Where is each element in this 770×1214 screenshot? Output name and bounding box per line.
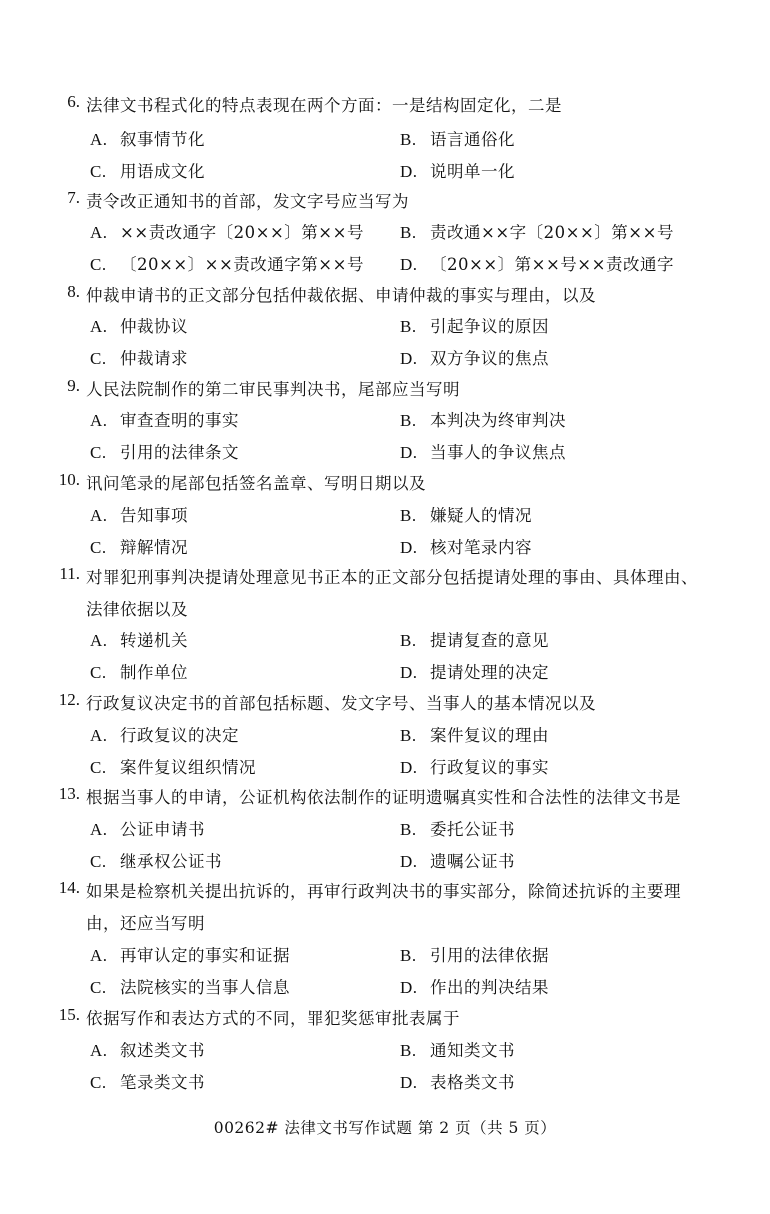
answer-option xyxy=(90,126,205,150)
option-letter: C. xyxy=(90,663,107,682)
option-letter: D. xyxy=(400,978,418,997)
answer-option xyxy=(400,848,515,872)
answer-option xyxy=(90,754,256,778)
option-letter: B. xyxy=(400,411,417,430)
option-text: 辩解情况 xyxy=(120,538,188,557)
answer-option xyxy=(90,1069,205,1093)
option-text: 〔20××〕××责改通字第××号 xyxy=(120,255,364,274)
option-text: 提请处理的决定 xyxy=(430,663,549,682)
option-letter: D. xyxy=(400,162,418,181)
option-letter: A. xyxy=(90,506,108,525)
answer-option xyxy=(90,659,188,683)
answer-option xyxy=(90,313,188,337)
option-letter: B. xyxy=(400,946,417,965)
option-text: 告知事项 xyxy=(120,506,188,525)
answer-option xyxy=(90,848,222,872)
answer-option xyxy=(400,219,674,243)
answer-option xyxy=(90,816,205,840)
option-letter: B. xyxy=(400,130,417,149)
option-letter: B. xyxy=(400,317,417,336)
option-text: 双方争议的焦点 xyxy=(430,349,549,368)
question-text: 人民法院制作的第二审民事判决书，尾部应当写明 xyxy=(86,380,460,399)
option-text: 转递机关 xyxy=(120,631,188,650)
option-text: 引用的法律条文 xyxy=(120,443,239,462)
answer-option xyxy=(90,534,188,558)
answer-option xyxy=(400,407,566,431)
option-letter: D. xyxy=(400,663,418,682)
question-number: 7. xyxy=(67,188,80,207)
option-letter: B. xyxy=(400,820,417,839)
option-letter: C. xyxy=(90,1073,107,1092)
option-text: 案件复议组织情况 xyxy=(120,758,256,777)
option-text: 当事人的争议焦点 xyxy=(430,443,566,462)
option-letter: A. xyxy=(90,726,108,745)
option-letter: C. xyxy=(90,255,107,274)
option-letter: D. xyxy=(400,255,418,274)
option-letter: A. xyxy=(90,631,108,650)
option-letter: A. xyxy=(90,946,108,965)
question-number: 6. xyxy=(67,92,80,111)
answer-option xyxy=(90,502,188,526)
question-number: 13. xyxy=(58,784,80,803)
option-letter: D. xyxy=(400,758,418,777)
option-letter: B. xyxy=(400,506,417,525)
option-text: ××责改通字〔20××〕第××号 xyxy=(120,223,364,242)
option-text: 行政复议的决定 xyxy=(120,726,239,745)
answer-option xyxy=(400,754,549,778)
option-letter: C. xyxy=(90,349,107,368)
answer-option xyxy=(400,1037,515,1061)
option-text: 再审认定的事实和证据 xyxy=(120,946,290,965)
option-letter: A. xyxy=(90,1041,108,1060)
answer-option xyxy=(400,942,549,966)
option-text: 语言通俗化 xyxy=(430,130,515,149)
answer-option xyxy=(400,534,532,558)
answer-option xyxy=(90,1037,205,1061)
answer-option xyxy=(400,439,566,463)
option-text: 案件复议的理由 xyxy=(430,726,549,745)
option-letter: C. xyxy=(90,758,107,777)
option-letter: C. xyxy=(90,978,107,997)
answer-option xyxy=(90,345,188,369)
option-letter: B. xyxy=(400,726,417,745)
answer-option xyxy=(400,1069,515,1093)
option-text: 通知类文书 xyxy=(430,1041,515,1060)
option-text: 公证申请书 xyxy=(120,820,205,839)
option-letter: A. xyxy=(90,317,108,336)
option-text: 遗嘱公证书 xyxy=(430,852,515,871)
question-text: 对罪犯刑事判决提请处理意见书正本的正文部分包括提请处理的事由、具体理由、 xyxy=(86,568,698,587)
option-text: 叙述类文书 xyxy=(120,1041,205,1060)
answer-option xyxy=(400,816,515,840)
answer-option xyxy=(400,126,515,150)
answer-option xyxy=(400,345,549,369)
question-text: 如果是检察机关提出抗诉的，再审行政判决书的事实部分，除简述抗诉的主要理 xyxy=(86,882,681,901)
answer-option xyxy=(90,407,239,431)
question-text: 法律文书程式化的特点表现在两个方面：一是结构固定化，二是 xyxy=(86,96,562,115)
answer-option xyxy=(90,627,188,651)
question-text: 法律依据以及 xyxy=(86,600,188,619)
answer-option xyxy=(90,158,205,182)
answer-option xyxy=(400,722,549,746)
option-letter: D. xyxy=(400,443,418,462)
option-letter: C. xyxy=(90,538,107,557)
question-text: 讯问笔录的尾部包括签名盖章、写明日期以及 xyxy=(86,474,426,493)
option-text: 仲裁协议 xyxy=(120,317,188,336)
question-text: 由，还应当写明 xyxy=(86,914,205,933)
option-letter: B. xyxy=(400,631,417,650)
question-text: 行政复议决定书的首部包括标题、发文字号、当事人的基本情况以及 xyxy=(86,694,596,713)
option-text: 说明单一化 xyxy=(430,162,515,181)
answer-option xyxy=(400,313,549,337)
option-text: 作出的判决结果 xyxy=(430,978,549,997)
option-letter: A. xyxy=(90,130,108,149)
question-number: 9. xyxy=(67,376,80,395)
option-text: 本判决为终审判决 xyxy=(430,411,566,430)
answer-option xyxy=(90,251,364,275)
answer-option xyxy=(400,502,532,526)
question-number: 14. xyxy=(58,878,80,897)
option-text: 用语成文化 xyxy=(120,162,205,181)
answer-option xyxy=(90,219,364,243)
option-text: 表格类文书 xyxy=(430,1073,515,1092)
answer-option xyxy=(90,722,239,746)
question-text: 仲裁申请书的正文部分包括仲裁依据、申请仲裁的事实与理由，以及 xyxy=(86,286,596,305)
option-letter: A. xyxy=(90,223,108,242)
option-text: 仲裁请求 xyxy=(120,349,188,368)
question-number: 11. xyxy=(59,564,80,583)
question-text: 依据写作和表达方式的不同，罪犯奖惩审批表属于 xyxy=(86,1009,460,1028)
answer-option xyxy=(90,942,290,966)
option-text: 核对笔录内容 xyxy=(430,538,532,557)
option-text: 引用的法律依据 xyxy=(430,946,549,965)
question-number: 10. xyxy=(58,470,80,489)
option-text: 继承权公证书 xyxy=(120,852,222,871)
option-letter: C. xyxy=(90,443,107,462)
option-letter: C. xyxy=(90,852,107,871)
option-letter: A. xyxy=(90,820,108,839)
option-letter: C. xyxy=(90,162,107,181)
answer-option xyxy=(400,251,674,275)
answer-option xyxy=(90,974,290,998)
option-text: 嫌疑人的情况 xyxy=(430,506,532,525)
option-text: 委托公证书 xyxy=(430,820,515,839)
option-text: 制作单位 xyxy=(120,663,188,682)
option-letter: B. xyxy=(400,223,417,242)
option-letter: A. xyxy=(90,411,108,430)
answer-option xyxy=(90,439,239,463)
page-footer: 00262# 法律文书写作试题 第 2 页（共 5 页） xyxy=(213,1119,557,1137)
option-text: 叙事情节化 xyxy=(120,130,205,149)
answer-option xyxy=(400,974,549,998)
option-text: 提请复查的意见 xyxy=(430,631,549,650)
answer-option xyxy=(400,158,515,182)
option-letter: D. xyxy=(400,349,418,368)
option-text: 行政复议的事实 xyxy=(430,758,549,777)
question-text: 责令改正通知书的首部，发文字号应当写为 xyxy=(86,192,409,211)
option-text: 引起争议的原因 xyxy=(430,317,549,336)
option-text: 〔20××〕第××号××责改通字 xyxy=(430,255,674,274)
option-letter: D. xyxy=(400,852,418,871)
option-letter: B. xyxy=(400,1041,417,1060)
answer-option xyxy=(400,659,549,683)
question-number: 8. xyxy=(67,282,80,301)
option-text: 审查查明的事实 xyxy=(120,411,239,430)
question-number: 15. xyxy=(58,1005,80,1024)
option-text: 法院核实的当事人信息 xyxy=(120,978,290,997)
option-text: 笔录类文书 xyxy=(120,1073,205,1092)
question-text: 根据当事人的申请，公证机构依法制作的证明遗嘱真实性和合法性的法律文书是 xyxy=(86,788,681,807)
answer-option xyxy=(400,627,549,651)
option-letter: D. xyxy=(400,538,418,557)
option-letter: D. xyxy=(400,1073,418,1092)
question-number: 12. xyxy=(58,690,80,709)
option-text: 责改通××字〔20××〕第××号 xyxy=(430,223,674,242)
